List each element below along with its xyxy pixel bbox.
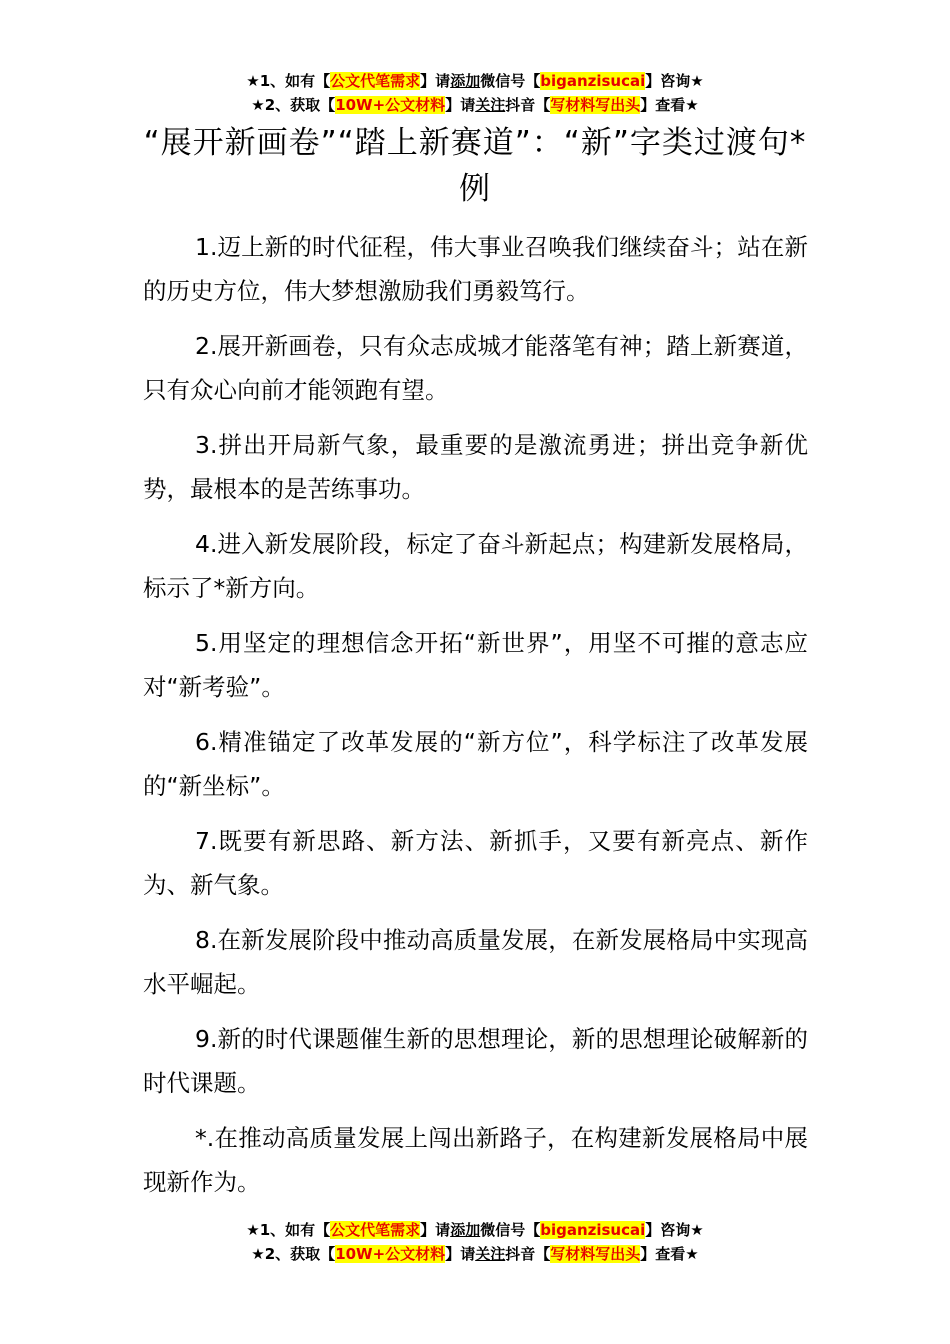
banner-highlight: 写材料写出头 xyxy=(550,96,641,114)
banner-text: 】请 xyxy=(420,1221,451,1239)
banner-line-1 xyxy=(0,1218,950,1242)
banner-text: 微信号【 xyxy=(480,1221,541,1239)
footer-banner xyxy=(0,1218,950,1266)
paragraph: 2.展开新画卷，只有众志成城才能落笔有神；踏上新赛道，只有众心向前才能领跑有望。 xyxy=(143,332,808,404)
banner-line-2 xyxy=(0,93,950,117)
document-title: “展开新画卷”“踏上新赛道”：“新”字类过渡句*例 xyxy=(143,125,807,207)
banner-highlight: 10W+公文材料 xyxy=(335,1245,446,1263)
banner-underlined: 添加 xyxy=(450,1221,481,1239)
banner-underlined: 关注 xyxy=(475,96,506,114)
banner-highlight: 10W+公文材料 xyxy=(335,96,446,114)
paragraph: 9.新的时代课题催生新的思想理论，新的思想理论破解新的时代课题。 xyxy=(143,1025,808,1097)
banner-text: 】咨询★ xyxy=(645,72,704,90)
banner-highlight: 公文代笔需求 xyxy=(330,72,421,90)
banner-line-1 xyxy=(0,69,950,93)
banner-text: 】请 xyxy=(420,72,451,90)
banner-highlight: 写材料写出头 xyxy=(550,1245,641,1263)
paragraph: 8.在新发展阶段中推动高质量发展，在新发展格局中实现高水平崛起。 xyxy=(143,926,808,998)
banner-text: 】查看★ xyxy=(640,96,699,114)
header-banner xyxy=(0,69,950,117)
banner-underlined: 添加 xyxy=(450,72,481,90)
paragraph: 1.迈上新的时代征程，伟大事业召唤我们继续奋斗；站在新的历史方位，伟大梦想激励我们勇毅笃行。 xyxy=(143,233,808,305)
banner-text: 】请 xyxy=(445,96,476,114)
paragraph: *.在推动高质量发展上闯出新路子，在构建新发展格局中展现新作为。 xyxy=(143,1124,808,1196)
banner-text: ★2、获取【 xyxy=(251,96,336,114)
banner-text: 抖音【 xyxy=(505,1245,551,1263)
paragraph: 7.既要有新思路、新方法、新抓手，又要有新亮点、新作为、新气象。 xyxy=(143,827,808,899)
banner-text: 抖音【 xyxy=(505,96,551,114)
banner-text: 】查看★ xyxy=(640,1245,699,1263)
paragraph: 6.精准锚定了改革发展的“新方位”，科学标注了改革发展的“新坐标”。 xyxy=(143,728,808,800)
banner-text: 】咨询★ xyxy=(645,1221,704,1239)
paragraph: 4.进入新发展阶段，标定了奋斗新起点；构建新发展格局，标示了*新方向。 xyxy=(143,530,808,602)
banner-text: 微信号【 xyxy=(480,72,541,90)
banner-underlined: 关注 xyxy=(475,1245,506,1263)
banner-highlight: 公文代笔需求 xyxy=(330,1221,421,1239)
banner-highlight: biganzisucai xyxy=(540,72,646,90)
banner-text: ★1、如有【 xyxy=(246,1221,331,1239)
banner-text: 】请 xyxy=(445,1245,476,1263)
banner-highlight: biganzisucai xyxy=(540,1221,646,1239)
paragraph: 3.拼出开局新气象，最重要的是激流勇进；拼出竞争新优势，最根本的是苦练事功。 xyxy=(143,431,808,503)
banner-line-2 xyxy=(0,1242,950,1266)
banner-text: ★1、如有【 xyxy=(246,72,331,90)
document-body xyxy=(143,225,808,1215)
banner-text: ★2、获取【 xyxy=(251,1245,336,1263)
paragraph: 5.用坚定的理想信念开拓“新世界”，用坚不可摧的意志应对“新考验”。 xyxy=(143,629,808,701)
